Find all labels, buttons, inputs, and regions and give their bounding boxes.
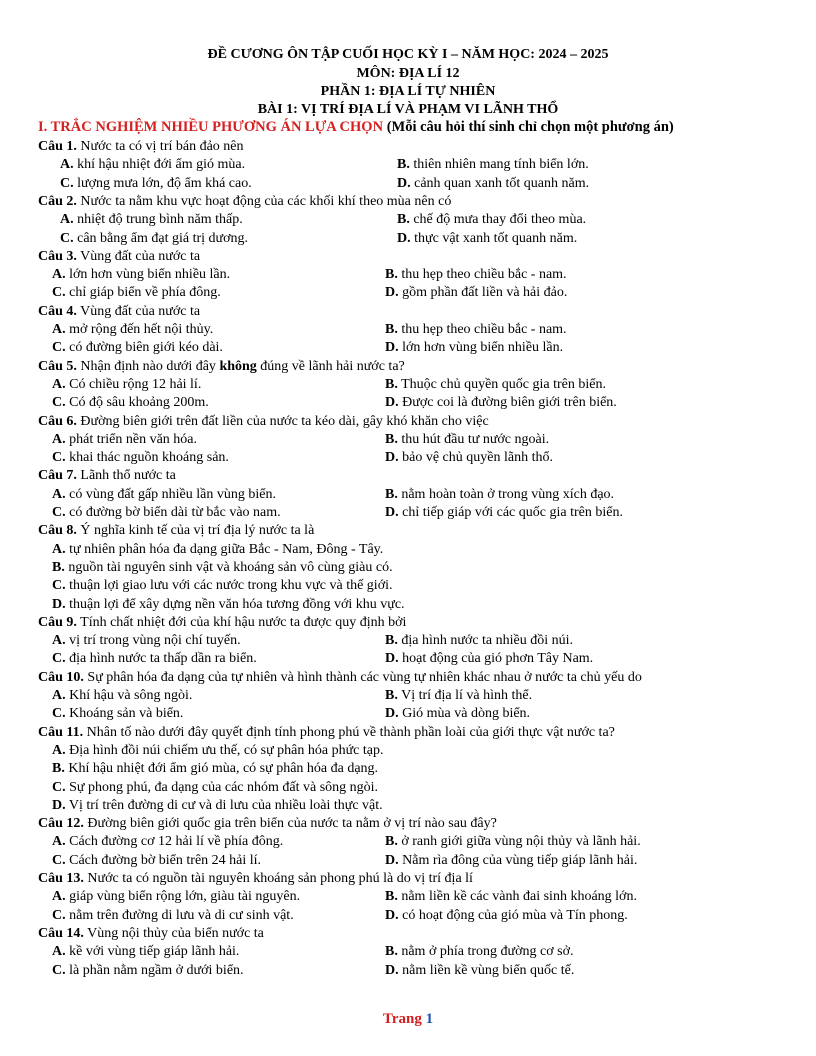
option-letter: C. [52,651,66,667]
option-text: giáp vùng biển rộng lớn, giàu tài nguyên. [69,889,301,905]
question-text-tail: đúng về lãnh hải nước ta? [256,358,405,374]
answer-option-a[interactable] [52,889,300,905]
question-text: Vùng đất của nước ta [76,248,201,264]
option-text: nằm liền kề vùng biển quốc tế. [402,962,575,978]
option-text: có đường biên giới kéo dài. [69,340,223,356]
question-1 [38,139,244,155]
option-text: nằm liền kề các vành đai sinh khoáng lớn. [401,889,637,905]
answer-option-a[interactable] [52,542,383,558]
title-line-2: MÔN: ĐỊA LÍ 12 [356,66,460,81]
answer-option-b[interactable] [385,944,573,960]
option-letter: A. [52,688,66,703]
option-letter: B. [52,761,65,777]
option-letter: A. [52,541,66,557]
option-letter: B. [385,486,398,502]
option-letter: A. [52,633,66,649]
page-label: Trang [382,1011,422,1027]
question-9 [38,615,406,631]
option-letter: C. [52,285,66,301]
option-letter: A. [52,376,66,392]
answer-option-d[interactable] [385,853,637,869]
answer-option-d[interactable] [52,597,405,613]
option-text: lớn hơn vùng biển nhiều lần. [402,340,564,356]
answer-option-d[interactable] [385,963,574,979]
option-text: cân bằng ẩm đạt giá trị dương. [77,230,249,246]
question-6 [38,414,489,430]
question-number: Câu 4. [38,303,77,319]
option-text: hoạt động của gió phơn Tây Nam. [402,651,594,667]
answer-option-b[interactable] [397,157,589,173]
option-letter: A. [52,431,66,447]
title-line-1: ĐỀ CƯƠNG ÔN TẬP CUỐI HỌC KỲ I – NĂM HỌC: 2024 – 2025 [207,47,609,62]
option-letter: C. [52,395,66,411]
option-text: kề với vùng tiếp giáp lãnh hải. [69,944,240,960]
question-number: Câu 5. [38,358,77,374]
option-letter: A. [52,742,66,758]
option-letter: B. [385,267,398,283]
option-letter: C. [52,578,66,594]
option-letter: C. [52,907,66,923]
answer-option-c[interactable] [52,908,294,924]
section-heading [38,119,674,136]
answer-option-b[interactable] [385,688,532,704]
answer-option-c[interactable] [52,450,229,466]
answer-option-d[interactable] [385,285,567,301]
answer-option-b[interactable] [385,432,549,448]
answer-option-a[interactable] [60,157,245,173]
option-letter: B. [52,559,65,575]
question-number: Câu 2. [38,193,77,209]
option-text: địa hình nước ta nhiều đồi núi. [401,633,574,649]
option-text: thiên nhiên mang tính biển lớn. [413,157,589,173]
answer-option-c[interactable] [52,963,244,979]
option-letter: D. [397,230,411,246]
question-emphasis: không [219,358,257,374]
answer-option-c[interactable] [52,285,221,301]
answer-option-a[interactable] [52,487,276,503]
answer-option-b[interactable] [385,322,567,338]
question-number: Câu 10. [38,669,84,685]
option-text: mở rộng đến hết nội thủy. [69,322,214,337]
title-line-4: BÀI 1: VỊ TRÍ ĐỊA LÍ VÀ PHẠM VI LÃNH THỔ [257,102,559,117]
option-letter: D. [385,962,399,978]
question-10 [38,670,642,686]
option-text: thuận lợi để xây dựng nền văn hóa tương đồng với khu vực. [69,596,405,612]
option-text: Khí hậu nhiệt đới ẩm gió mùa, có sự phân hóa đa dạng. [68,761,379,777]
question-4 [38,304,200,320]
option-letter: D. [385,505,399,520]
answer-option-c[interactable] [52,853,261,869]
option-letter: B. [385,633,398,649]
option-text: cảnh quan xanh tốt quanh năm. [414,175,590,191]
answer-option-c[interactable] [52,651,257,667]
option-letter: C. [52,706,66,722]
option-text: Gió mùa và dòng biển. [402,706,531,722]
question-text: Lãnh thổ nước ta [76,468,176,484]
question-text: Nước ta nằm khu vực hoạt động của các khối khí theo mùa nên có [76,193,452,209]
answer-option-d[interactable] [385,505,623,521]
answer-option-d[interactable] [385,908,628,924]
option-letter: B. [385,944,398,960]
question-number: Câu 13. [38,871,84,886]
answer-option-c[interactable] [52,395,209,411]
option-letter: D. [385,651,399,667]
option-text: Được coi là đường biên giới trên biển. [402,395,617,411]
option-letter: A. [52,889,66,905]
question-12 [38,816,497,832]
option-text: bảo vệ chủ quyền lãnh thổ. [402,450,553,466]
option-letter: C. [52,962,66,978]
option-text: nằm ở phía trong đường cơ sở. [401,944,574,960]
option-letter: B. [385,322,398,337]
option-text: thu hẹp theo chiều bắc - nam. [401,322,567,337]
option-letter: D. [385,285,399,301]
option-text: địa hình nước ta thấp dần ra biển. [69,651,257,667]
question-text: Nước ta có nguồn tài nguyên khoáng sản phong phú là do vị trí địa lí [83,871,473,886]
option-text: khai thác nguồn khoáng sản. [69,450,229,466]
answer-option-d[interactable] [385,395,617,411]
option-text: lượng mưa lớn, độ ẩm khá cao. [77,175,252,191]
option-text: nhiệt độ trung bình năm thấp. [77,212,243,228]
question-number: Câu 6. [38,413,77,429]
option-letter: D. [52,596,66,612]
option-text: thu hút đầu tư nước ngoài. [401,431,550,447]
answer-option-a[interactable] [52,834,283,850]
option-letter: A. [52,322,66,337]
option-text: chỉ tiếp giáp với các quốc gia trên biển. [402,505,623,520]
answer-option-c[interactable] [52,706,183,722]
option-text: thuận lợi giao lưu với các nước trong khu vực và thế giới. [69,578,393,594]
question-8 [38,523,314,539]
option-text: chỉ giáp biển về phía đông. [69,285,221,301]
option-letter: C. [52,779,66,795]
question-text: Ý nghĩa kinh tế của vị trí địa lý nước ta là [76,523,315,539]
option-text: lớn hơn vùng biển nhiều lần. [69,267,231,283]
answer-option-d[interactable] [52,798,383,814]
option-letter: D. [385,340,399,356]
question-text: Nước ta có vị trí bán đảo nên [76,139,244,154]
option-text: ở ranh giới giữa vùng nội thủy và lãnh hải. [401,834,641,850]
answer-option-b[interactable] [385,377,606,393]
question-number: Câu 9. [38,614,77,630]
option-letter: D. [385,450,399,466]
question-7 [38,468,176,484]
option-text: Địa hình đồi núi chiếm ưu thế, có sự phân hóa phức tạp. [69,742,384,758]
option-text: Có độ sâu khoảng 200m. [69,395,209,411]
option-letter: D. [385,907,399,923]
question-number: Câu 1. [38,139,77,154]
answer-option-d[interactable] [397,176,589,192]
answer-option-a[interactable] [60,212,243,228]
answer-option-a[interactable] [52,944,239,960]
answer-option-a[interactable] [52,377,201,393]
option-text: có đường bờ biển dài từ bắc vào nam. [69,505,281,520]
option-letter: C. [52,505,66,520]
section-note: (Mỗi câu hỏi thí sinh chỉ chọn một phương án) [383,119,674,135]
question-text: Nhân tố nào dưới đây quyết định tính phong phú về thành phần loài của giới thực vật nước ta? [83,724,615,740]
option-text: phát triển nền văn hóa. [69,431,198,447]
option-letter: A. [60,157,74,173]
option-text: Khí hậu và sông ngòi. [69,688,193,703]
answer-option-c[interactable] [52,505,281,521]
answer-option-c[interactable] [60,231,248,247]
answer-option-d[interactable] [385,340,563,356]
option-text: nguồn tài nguyên sinh vật và khoáng sản vô cùng giàu có. [68,559,393,575]
page-number: 1 [425,1011,434,1027]
option-text: Vị trí trên đường di cư và di lưu của nhiều loài thực vật. [68,797,383,813]
option-letter: B. [397,212,410,228]
option-letter: B. [385,431,398,447]
question-text: Đường biên giới trên đất liền của nước ta kéo dài, gây khó khăn cho việc [76,413,489,429]
answer-option-a[interactable] [52,322,213,338]
title-line-3: PHẦN 1: ĐỊA LÍ TỰ NHIÊN [320,84,496,99]
option-text: khí hậu nhiệt đới ẩm gió mùa. [77,157,246,173]
option-letter: B. [385,889,398,905]
option-text: Cách đường cơ 12 hải lí về phía đông. [69,834,284,850]
option-letter: A. [52,486,66,502]
option-text: Khoáng sản và biển. [69,706,184,722]
option-letter: D. [385,706,399,722]
question-2 [38,194,451,210]
option-text: Vị trí địa lí và hình thể. [401,688,533,703]
option-text: Sự phong phú, đa dạng của các nhóm đất và sông ngòi. [69,779,379,795]
answer-option-d[interactable] [385,450,553,466]
option-letter: D. [385,395,399,411]
answer-option-a[interactable] [52,633,241,649]
answer-option-a[interactable] [52,267,230,283]
option-letter: C. [52,852,66,868]
question-text: Tính chất nhiệt đới của khí hậu nước ta được quy định bởi [76,614,407,630]
option-letter: B. [385,834,398,850]
option-text: nằm hoàn toàn ở trong vùng xích đạo. [401,486,615,502]
option-text: thu hẹp theo chiều bắc - nam. [401,267,567,283]
option-text: chế độ mưa thay đổi theo mùa. [413,212,587,228]
question-text: Nhận định nào dưới đây [76,358,220,374]
question-text: Đường biên giới quốc gia trên biển của nước ta nằm ở vị trí nào sau đây? [83,816,497,832]
section-title: I. TRẮC NGHIỆM NHIỀU PHƯƠNG ÁN LỰA CHỌN [38,119,384,135]
answer-option-a[interactable] [52,432,197,448]
option-letter: C. [60,175,74,191]
question-11 [38,725,615,741]
question-14 [38,926,264,942]
answer-option-b[interactable] [385,834,641,850]
answer-option-b[interactable] [385,889,637,905]
answer-option-a[interactable] [52,743,384,759]
answer-option-b[interactable] [397,212,586,228]
answer-option-c[interactable] [52,578,393,594]
option-text: là phần nằm ngầm ở dưới biển. [69,962,244,978]
option-letter: B. [385,688,398,703]
question-text: Sự phân hóa đa dạng của tự nhiên và hình thành các vùng tự nhiên khác nhau ở nước ta chủ yếu do [83,669,642,685]
answer-option-a[interactable] [52,688,192,704]
option-letter: C. [60,230,74,246]
question-13 [38,871,473,887]
option-text: có vùng đất gấp nhiều lần vùng biển. [69,486,276,502]
question-number: Câu 8. [38,523,77,539]
answer-option-c[interactable] [52,340,223,356]
option-text: Thuộc chủ quyền quốc gia trên biển. [401,376,606,392]
question-text: Vùng nội thủy của biển nước ta [83,925,264,941]
answer-option-d[interactable] [385,706,530,722]
option-letter: A. [60,212,74,228]
option-text: thực vật xanh tốt quanh năm. [414,230,578,246]
question-text: Vùng đất của nước ta [76,303,201,319]
option-letter: B. [397,157,410,173]
option-text: có hoạt động của gió mùa và Tín phong. [402,907,628,923]
option-letter: D. [52,797,66,813]
option-text: Có chiều rộng 12 hải lí. [69,376,202,392]
option-letter: A. [52,834,66,850]
answer-option-d[interactable] [385,651,593,667]
option-text: nằm trên đường di lưu và di cư sinh vật. [69,907,294,923]
answer-option-b[interactable] [52,761,378,777]
question-number: Câu 12. [38,816,84,832]
answer-option-b[interactable] [385,487,614,503]
option-letter: C. [52,450,66,466]
option-text: Nằm rìa đông của vùng tiếp giáp lãnh hải. [402,852,638,868]
question-number: Câu 11. [38,724,84,740]
option-letter: A. [52,267,66,283]
answer-option-d[interactable] [397,231,577,247]
question-number: Câu 7. [38,468,77,484]
question-5 [38,359,405,375]
option-letter: C. [52,340,66,356]
option-text: vị trí trong vùng nội chí tuyến. [69,633,241,649]
option-text: tự nhiên phân hóa đa dạng giữa Bắc - Nam, Đông - Tây. [69,541,384,557]
page-footer [0,1011,816,1028]
option-text: gồm phần đất liền và hải đảo. [402,285,568,301]
option-letter: D. [385,852,399,868]
answer-option-c[interactable] [60,176,252,192]
option-letter: D. [397,175,411,191]
answer-option-b[interactable] [385,267,567,283]
option-text: Cách đường bờ biển trên 24 hải lí. [69,852,262,868]
option-letter: A. [52,944,66,960]
answer-option-b[interactable] [385,633,573,649]
question-3 [38,249,200,265]
question-number: Câu 3. [38,248,77,264]
option-letter: B. [385,376,398,392]
answer-option-b[interactable] [52,560,393,576]
question-number: Câu 14. [38,925,84,941]
answer-option-c[interactable] [52,780,378,796]
